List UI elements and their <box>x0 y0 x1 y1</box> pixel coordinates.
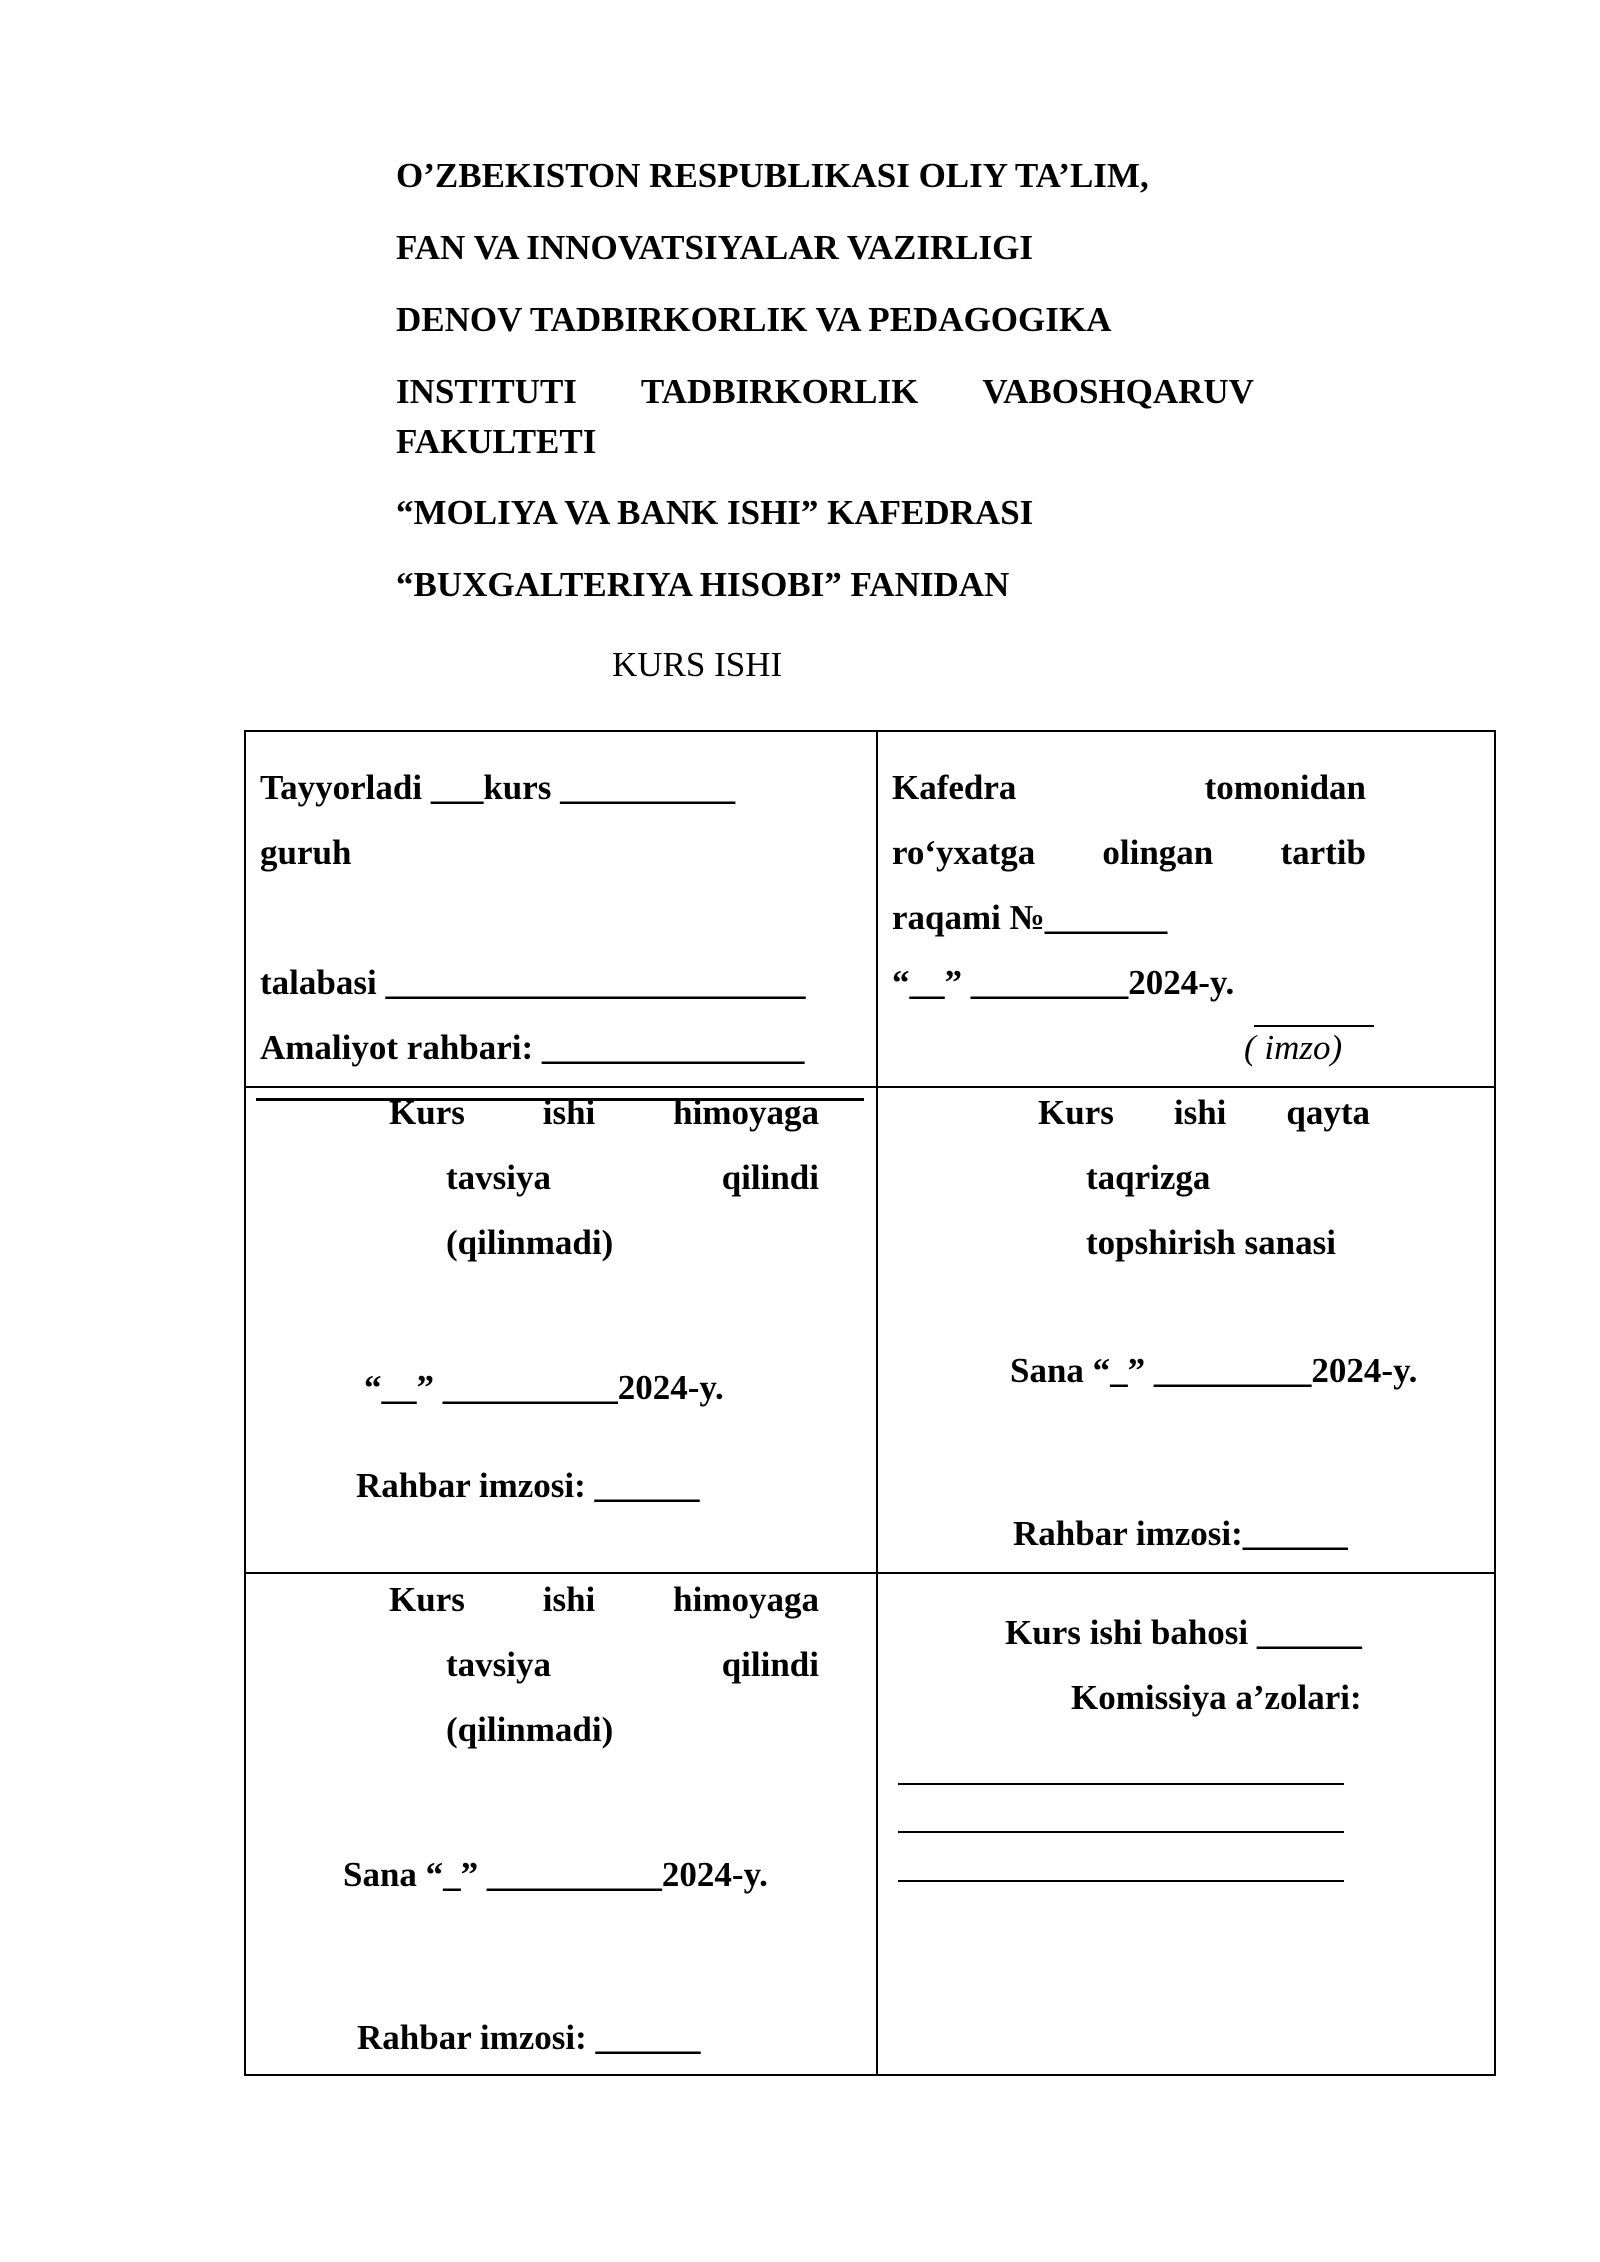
word: ishi <box>1173 1093 1227 1132</box>
header-line-institute-2 <box>396 367 1254 417</box>
commission-member-line <box>898 1880 1344 1882</box>
registration-line-1 <box>892 763 1366 813</box>
word: himoyaga <box>673 1580 819 1619</box>
student-name-line: talabasi ________________________ <box>260 963 806 1002</box>
word: tomonidan <box>1204 768 1366 807</box>
header-line-institute-1: DENOV TADBIRKORLIK VA PEDAGOGIKA <box>396 300 1112 339</box>
word: Kurs <box>1038 1093 1114 1132</box>
defense-date-line: “__” __________2024-y. <box>364 1368 724 1407</box>
header-word: VABOSHQARUV <box>982 372 1254 411</box>
final-recommend-line-3: (qilinmadi) <box>446 1710 614 1749</box>
word: ishi <box>542 1580 596 1619</box>
header-word: TADBIRKORLIK <box>640 372 919 411</box>
word: Kurs <box>389 1580 465 1619</box>
review-line-2: taqrizga <box>1086 1158 1211 1197</box>
word: himoyaga <box>673 1093 819 1132</box>
final-signature-line: Rahbar imzosi: ______ <box>357 2018 701 2057</box>
commission-member-line <box>898 1783 1344 1785</box>
word: Kurs <box>389 1093 465 1132</box>
header-word: INSTITUTI <box>396 372 577 411</box>
commission-members-label: Komissiya a’zolari: <box>1071 1678 1362 1717</box>
registration-number-line: raqami №_______ <box>892 898 1168 937</box>
word: ro‘yxatga <box>892 833 1036 872</box>
document-title: KURS ISHI <box>612 645 783 684</box>
header-line-ministry-1: O’ZBEKISTON RESPUBLIKASI OLIY TA’LIM, <box>396 156 1149 195</box>
header-line-subject: “BUXGALTERIYA HISOBI” FANIDAN <box>396 565 1010 604</box>
word: ishi <box>542 1093 596 1132</box>
form-table <box>244 730 1496 2076</box>
final-recommend-line-1 <box>389 1575 819 1625</box>
word: tavsiya <box>446 1158 551 1197</box>
word: qilindi <box>721 1158 819 1197</box>
supervisor-line: Amaliyot rahbari: _______________ <box>260 1028 805 1067</box>
defense-recommend-line-3: (qilinmadi) <box>446 1223 614 1262</box>
commission-member-line <box>898 1831 1344 1833</box>
word: tartib <box>1280 833 1366 872</box>
review-line-3: topshirish sanasi <box>1086 1223 1336 1262</box>
column-divider <box>876 730 878 2076</box>
registration-date-line: “__” _________2024-y. <box>892 963 1235 1002</box>
review-date-line: Sana “_” _________2024-y. <box>1010 1351 1418 1390</box>
header-line-ministry-2: FAN VA INNOVATSIYALAR VAZIRLIGI <box>396 228 1034 267</box>
registration-line-2 <box>892 828 1366 878</box>
final-date-line: Sana “_” __________2024-y. <box>343 1855 768 1894</box>
review-signature-line: Rahbar imzosi:______ <box>1013 1514 1348 1553</box>
header-line-faculty: FAKULTETI <box>396 422 597 461</box>
student-course-group-line: Tayyorladi ___kurs __________ <box>260 768 736 807</box>
group-label: guruh <box>260 833 352 872</box>
row-divider <box>244 1572 1496 1574</box>
review-line-1 <box>1038 1088 1370 1138</box>
word: Kafedra <box>892 768 1017 807</box>
header-line-department: “MOLIYA VA BANK ISHI” KAFEDRASI <box>396 493 1034 532</box>
word: qayta <box>1286 1093 1370 1132</box>
word: tavsiya <box>446 1645 551 1684</box>
grade-line: Kurs ishi bahosi ______ <box>1005 1613 1362 1652</box>
word: olingan <box>1102 833 1214 872</box>
supervisor-signature-line: Rahbar imzosi: ______ <box>356 1466 700 1505</box>
defense-recommend-line-1 <box>389 1088 819 1138</box>
final-recommend-line-2 <box>446 1640 819 1690</box>
word: qilindi <box>721 1645 819 1684</box>
defense-recommend-line-2 <box>446 1153 819 1203</box>
signature-caption: ( imzo) <box>1244 1028 1343 1067</box>
